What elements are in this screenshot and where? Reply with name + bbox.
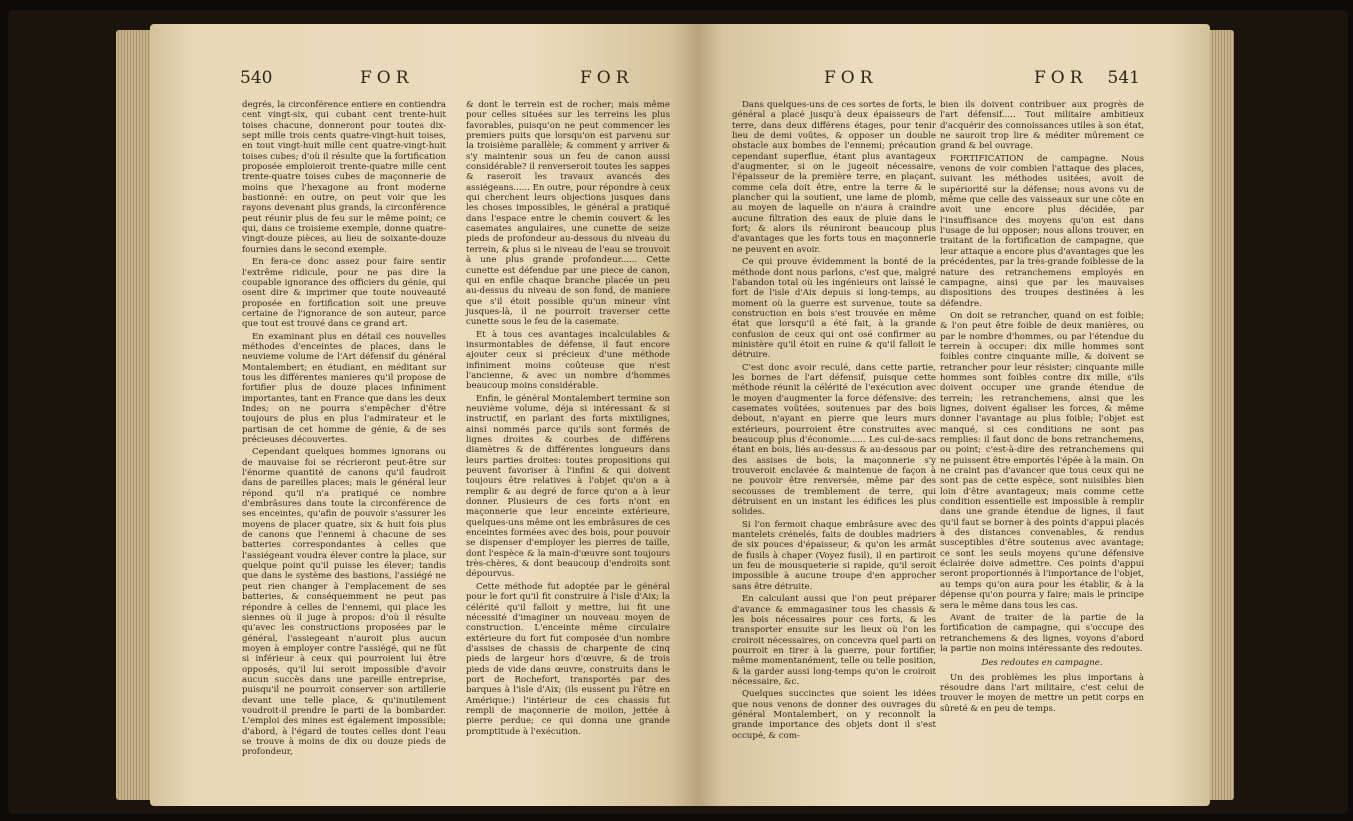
right-running-head-1: FOR	[824, 68, 878, 88]
left-page-header	[240, 68, 670, 94]
right-page-number: 541	[1107, 68, 1140, 88]
paragraph: Un des problèmes les plus importans à résoudre dans l'art militaire, c'est celui de trouver le moyen de mettre un petit corps en sûreté & en peu de temps.	[940, 672, 1144, 714]
open-book	[8, 10, 1348, 814]
left-column-1	[242, 100, 446, 760]
paragraph: On doit se retrancher, quand on est foible; & l'on peut être foible de deux manières, ou par le nombre d'hommes, ou par l'étendue du terrein à occuper: dix mille hommes sont foibles contre cinquante mille, & doivent se retrancher pour leur résister; cinquante mille hommes sont foibles contre dix mille, s'ils doivent occuper une grande étendue de terrein; les retranchemens, ainsi que les lignes, doivent égaliser les forces, & même donner l'avantage au plus foible; l'objet est manqué, si ces conditions ne sont pas remplies: il faut donc de bons retranchemens, ou point; c'est-à-dire des retranchemens qui ne puissent être emportés l'épée à la main. On ne craint pas d'avancer que tous ceux qui ne sont pas de cette espèce, sont nuisibles bien loin d'être avantageux; mais comme cette condition essentielle est impossible à remplir dans une grande étendue de lignes, il faut qu'il faut se borner à des points d'appui placés à des distances convenables, & rendus susceptibles d'être soutenus avec avantage; ce sont les seuls moyens qu'une défensive éclairée doive admettre. Ces points d'appui seront proportionnés à l'importance de l'objet, au temps qu'on aura pour les établir, & à la dépense qu'on pourra y faire; mais le principe sera le même dans tous les cas.	[940, 310, 1144, 611]
right-page	[698, 24, 1210, 806]
paragraph: FORTIFICATION de campagne. Nous venons de voir combien l'attaque des places, suivant les méthodes usitées, avoit de supériorité sur la défense; nous avons vu de même que celle des vaisseaux sur une côte en avoit une encore plus décidée, par l'insuffisance des moyens qu'on est dans l'usage de lui opposer; nous allons trouver, en traitant de la fortification de campagne, que leur attaque a encore plus d'avantages que les précédentes, par la très-grande foiblesse de la nature des retranchemens employés en campagne, ainsi que par les mauvaises dispositions des troupes destinées à les défendre.	[940, 153, 1144, 309]
left-page-number: 540	[240, 68, 273, 88]
paragraph: En calculant aussi que l'on peut préparer d'avance & emmagasiner tous les chassis & les bois nécessaires pour ces forts, & les transporter ensuite sur les lieux où l'on les croiroit nécessaires, on concevra quel parti on pourroit en tirer à la guerre, pour fortifier, même momentanément, telle ou telle position, & la garder aussi long-temps qu'on le croiroit nécessaire, &c.	[732, 594, 936, 687]
paragraph: & dont le terrein est de rocher; mais même pour celles situées sur les terreins les plus favorables, puisqu'on ne peut commencer les premiers puits que lorsqu'on est parvenu sur la troisième parallèle; & comment y arriver & s'y maintenir sous un feu de canon aussi considérable? il renverseroit toutes les sappes & raseroit les travaux avancés des assiégeans...... En outre, pour répondre à ceux qui cherchent leurs objections jusques dans les choses impossibles, le général a pratiqué dans l'espace entre le chemin couvert & les casemates angulaires, une cunette de seize pieds de profondeur au-dessous du niveau du terrein, & plus si le niveau de l'eau se trouvoit à une plus grande profondeur...... Cette cunette est défendue par une piece de canon, qui en enfile chaque branche placée un peu au-dessus du niveau de son fond, de maniere que s'il étoit possible qu'un mineur vînt jusques-là, il ne pourroit traverser cette cunette sous le feu de la casemate.	[466, 100, 670, 328]
right-column-2	[940, 100, 1144, 716]
right-running-head-2: FOR	[1034, 68, 1088, 88]
paragraph: C'est donc avoir reculé, dans cette partie, les bornes de l'art défensif, puisque cette méthode réunit la célérité de l'exécution avec le moyen d'augmenter la force défensive: des casemates voûtées, soutenues par des bois debout, n'ayant en pierre que leurs murs extérieurs, pourroient être construites avec beaucoup plus d'économie...... Les cul-de-sacs étant en bois, liés au-dessus & au-dessous par des assises de bois, la maçonnerie s'y trouveroit enclavée & maintenue de façon à ne pouvoir être renversée, même par des secousses de tremblement de terre, qui détruisent en un instant les édifices les plus solides.	[732, 362, 936, 518]
paragraph: Cette méthode fut adoptée par le général pour le fort qu'il fit construire à l'isle d'Aix; la célérité qu'il falloit y mettre, lui fit une nécessité d'imaginer un nouveau moyen de construction. L'enceinte même circulaire extérieure du fort fut composée d'un nombre d'assises de chassis de charpente de cinq pieds de largeur hors d'œuvre, & de trois pieds de vide dans œuvre, construits dans le port de Rochefort, transportés par des barques à l'isle d'Aix; (ils eussent pu l'être en Amérique:) l'intérieur de ces chassis fut rempli de maçonnerie de moilon, jettée à pierre perdue; ce qui donna une grande promptitude à l'exécution.	[466, 581, 670, 737]
paragraph: Cependant quelques hommes ignorans ou de mauvaise foi se récrieront peut-être sur l'énorme quantité de canons qu'il faudroit dans de pareilles places; mais le général leur répond qu'il n'a pratiqué ce nombre d'embrâsures dans toute la circonférence de ses enceintes, qu'afin de pouvoir s'assurer les moyens de placer quatre, six & huit fois plus de canons que l'ennemi à chacune de ses batteries correspondantes à celles que l'assiégeant voudra élever contre la place, sur quelque point qu'il puisse les élever; tandis que dans le système des bastions, l'assiégé ne peut rien changer à l'emplacement de ses batteries, & conséquemment ne peut pas répondre à celles de l'ennemi, qui place les siennes où il juge à propos: d'où il résulte qu'avec les constructions proposées par le général, l'assiegeant n'auroit plus aucun moyen à employer contre l'assiégé, qui ne fût si inférieur à ceux qui pourroient lui être opposés, qu'il lui seroit impossible d'avoir aucun succès dans une pareille entreprise, puisqu'il ne pourroit conserver son artillerie devant une telle place, & qu'inutilement voudroit-il prendre le parti de la bombarder. L'emploi des mines est également impossible; d'abord, à l'égard de toutes celles dont l'eau se trouve à moins de dix ou douze pieds de profondeur,	[242, 447, 446, 758]
left-running-head-2: FOR	[580, 68, 634, 88]
left-column-2	[466, 100, 670, 739]
right-text-columns	[732, 100, 1144, 790]
paragraph: Dans quelques-uns de ces sortes de forts, le général a placé jusqu'à deux épaisseurs de terre, dans deux différens étages, pour tenir lieu de demi voûtes, & opposer un double obstacle aux bombes de l'ennemi; précaution cependant superflue, étant plus avantageux d'augmenter, si on le jugeoit nécessaire, l'épaisseur de la première terre, en plaçant, comme cela doit être, entre la terre & le plancher qui la soutient, une lame de plomb, au moyen de laquelle on n'aura à craindre aucune filtration des eaux de pluie dans le fort; & alors ils réuniront beaucoup plus d'avantages que les forts tous en maçonnerie ne peuvent en avoir.	[732, 100, 936, 255]
paragraph: degrés, la circonférence entiere en contiendra cent vingt-six, qui cubant cent trente-huit toises chacune, donneront pour toutes dix-sept mille trois cents quatre-vingt-huit toises, en tout vingt-huit mille cent quatre-vingt-huit toises cubes; d'où il résulte que la fortification proposée emploieroit trente-quatre mille cent trente-quatre toises cubes de maçonnerie de moins que l'hexagone au front moderne bastionné: en outre, on peut voir que les rayons devenant plus grands, la circonférence peut réunir plus de feu sur le même point; ce qui, dans ce troisieme exemple, donne quatre-vingt-douze pièces, au lieu de soixante-douze fournies dans le second exemple.	[242, 100, 446, 255]
left-text-columns	[242, 100, 670, 790]
paragraph: Si l'on fermoit chaque embrâsure avec des mantelets crénelés, faits de doubles madriers de six pouces d'épaisseur, & qu'on les armât de fusils à chaper (Voyez fusil), il en partiroit un feu de mousqueterie si rapide, qu'il seroit impossible à aucune troupe d'en approcher sans être détruite.	[732, 519, 936, 592]
paragraph: Quelques succinctes que soient les idées que nous venons de donner des ouvrages du général Montalembert, on y reconnoît la grande importance des objets dont il s'est occupé, & com-	[732, 689, 936, 741]
left-page	[150, 24, 698, 806]
paragraph: En examinant plus en détail ces nouvelles méthodes d'enceintes de places, dans le neuvieme volume de l'Art défensif du général Montalembert; en étudiant, en méditant sur tous les différentes manieres qu'il propose de fortifier plus de douze places infiniment importantes, tant en France que dans les deux Indes; on ne pourra s'empêcher d'être toujours de plus en plus l'admirateur et le partisan de cet homme de génie, & de ses précieuses découvertes.	[242, 331, 446, 445]
paragraph: bien ils doivent contribuer aux progrès de l'art défensif..... Tout militaire ambitieux d'acquérir des connoissances utiles à son état, ne sauroit trop lire & méditer mûrement ce grand & bel ouvrage.	[940, 100, 1144, 152]
right-page-header	[734, 68, 1140, 94]
paragraph: Avant de traiter de la partie de la fortification de campagne, qui s'occupe des retranchemens & des lignes, voyons d'abord la partie non moins intéressante des redoutes.	[940, 612, 1144, 654]
paragraph: Ce qui prouve évidemment la bonté de la méthode dont nous parlons, c'est que, malgré l'abandon total où les ingénieurs ont laissé le fort de l'isle d'Aix depuis si long-temps, au moment où la guerre est survenue, toute sa construction en bois s'est trouvée en même état que lorsqu'il a été fait, à la grande confusion de ceux qui ont osé confirmer au ministère qu'il étoit en ruine & qu'il falloit le détruire.	[732, 257, 936, 361]
paragraph: Et à tous ces avantages incalculables & insurmontables de défense, il faut encore ajouter ceux si précieux d'une méthode infiniment moins coûteuse que n'est l'ancienne, & avec un nombre d'hommes beaucoup moins considérable.	[466, 329, 670, 392]
right-column-1	[732, 100, 936, 743]
left-running-head-1: FOR	[360, 68, 414, 88]
paragraph: Enfin, le général Montalembert termine son neuvième volume, déja si intéressant & si instructif, en parlant des forts mixtilignes, ainsi nommés parce qu'ils sont formés de lignes droites & courbes de différens diamètres & de différentes longueurs dans leurs parties droites: toutes propositions qui peuvent favoriser à l'infini & qui doivent toujours être relatives à l'objet qu'on a à remplir & au degré de force qu'on a à leur donner. Plusieurs de ces forts n'ont en maçonnerie que leur enceinte extérieure, quelques-uns même ont les embrâsures de ces enceintes formées avec des bois, pour pouvoir se dispenser d'employer les pierres de taille, dont l'espèce & la main-d'œuvre sont toujours très-chères, & dont beaucoup d'endroits sont dépourvus.	[466, 393, 670, 580]
section-subheading: Des redoutes en campagne.	[981, 658, 1103, 669]
paragraph: En fera-ce donc assez pour faire sentir l'extrême ridicule, pour ne pas dire la coupable ignorance des officiers du génie, qui osent dire & imprimer que toute nouveauté proposée en fortification soit une preuve certaine de l'ignorance de son auteur, parce que tout est trouvé dans ce grand art.	[242, 257, 446, 330]
